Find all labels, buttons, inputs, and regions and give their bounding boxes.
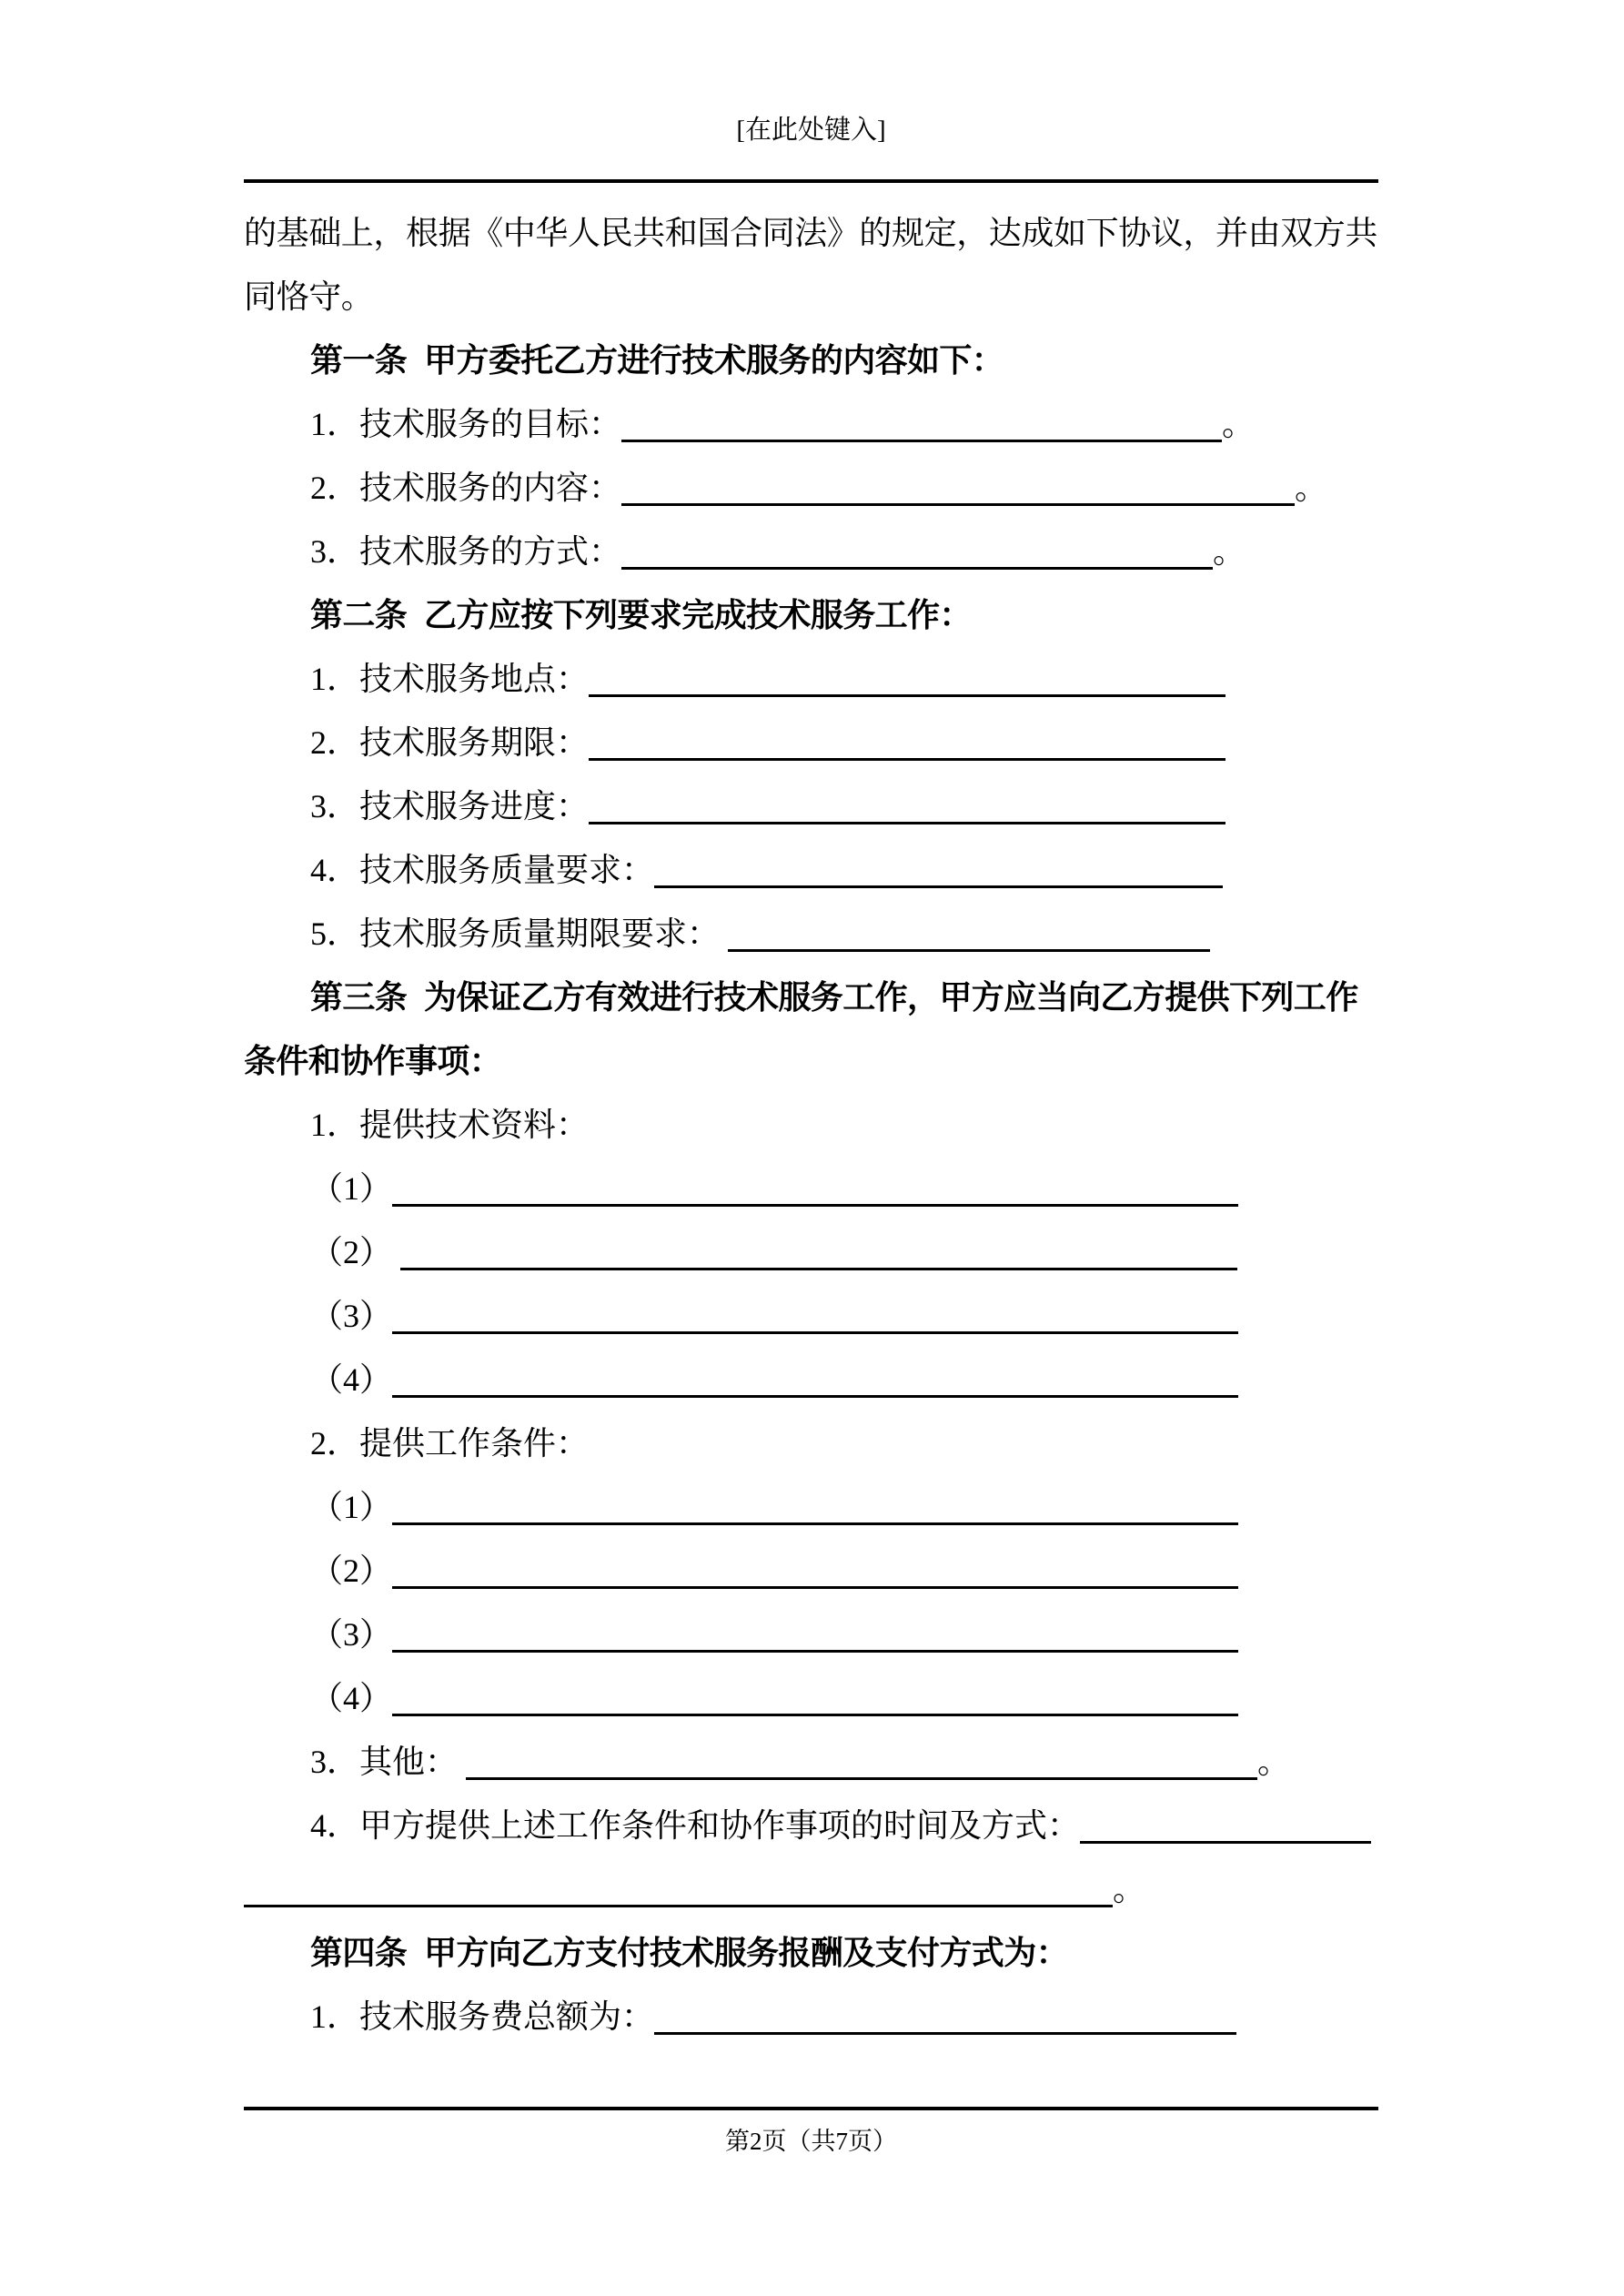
blank-underline[interactable]	[621, 503, 1295, 506]
document-body	[244, 201, 1395, 2048]
item-label: 1．提供技术资料：	[310, 1107, 590, 1143]
field-suffix: 。	[1113, 1871, 1146, 1907]
blank-underline[interactable]	[1080, 1841, 1371, 1844]
field-label: （1）	[310, 1489, 393, 1525]
field-suffix: 。	[1222, 406, 1256, 442]
footer-rule	[244, 2107, 1378, 2110]
field-label: 5．技术服务质量期限要求：	[310, 915, 729, 952]
blank-underline[interactable]	[466, 1777, 1257, 1780]
field-label: （3）	[310, 1616, 393, 1653]
field-label: （2）	[310, 1234, 401, 1270]
blank-underline[interactable]	[392, 1395, 1238, 1398]
field-suffix: 。	[1295, 470, 1328, 506]
field-label: （3）	[310, 1298, 393, 1334]
field-label: 1．技术服务的目标：	[310, 406, 622, 442]
heading-text: 第一条 甲方委托乙方进行技术服务的内容如下：	[310, 341, 1004, 379]
fill-in-line-other	[244, 1730, 1395, 1794]
blank-underline[interactable]	[654, 2032, 1236, 2035]
paragraph-text: 的基础上，根据《中华人民共和国合同法》的规定，达成如下协议，并由双方共	[244, 215, 1378, 251]
blank-underline[interactable]	[400, 1268, 1237, 1270]
heading-text: 第四条 甲方向乙方支付技术服务报酬及支付方式为：	[310, 1934, 1069, 1971]
clause-3-heading	[244, 966, 1395, 1029]
page-number: 第2页（共7页）	[725, 2128, 897, 2155]
fill-in-line-total-service-fee	[244, 1985, 1395, 2048]
fill-in-line-service-goal	[244, 392, 1395, 456]
fill-in-line-condition-4	[244, 1666, 1395, 1730]
item-label: 2．提供工作条件：	[310, 1425, 590, 1462]
blank-underline[interactable]	[621, 440, 1222, 442]
blank-underline[interactable]	[392, 1204, 1238, 1207]
field-label: 2．技术服务的内容：	[310, 470, 622, 506]
intro-paragraph-line	[244, 265, 1395, 329]
blank-underline[interactable]	[654, 885, 1223, 888]
fill-in-line-material-4	[244, 1348, 1395, 1411]
fill-in-line-service-method	[244, 520, 1395, 583]
heading-text: 第二条 乙方应按下列要求完成技术服务工作：	[310, 596, 972, 633]
field-label: （4）	[310, 1680, 393, 1716]
blank-underline[interactable]	[392, 1331, 1238, 1334]
field-label: 3．技术服务进度：	[310, 788, 590, 824]
fill-in-line-service-location	[244, 647, 1395, 711]
blank-underline[interactable]	[728, 949, 1210, 952]
intro-paragraph-line	[244, 201, 1395, 265]
fill-in-line-service-content	[244, 456, 1395, 520]
clause-3-heading-continuation	[244, 1029, 1395, 1093]
fill-in-line-quality-requirement	[244, 838, 1395, 902]
blank-underline[interactable]	[392, 1650, 1238, 1653]
field-label: 3．其他：	[310, 1744, 467, 1780]
field-suffix: 。	[1213, 533, 1246, 570]
fill-in-line-material-2	[244, 1220, 1395, 1284]
blank-underline[interactable]	[589, 822, 1226, 824]
field-label: 4．甲方提供上述工作条件和协作事项的时间及方式：	[310, 1807, 1081, 1844]
fill-in-line-service-term	[244, 711, 1395, 774]
fill-in-line-quality-term-requirement	[244, 902, 1395, 966]
fill-in-line-condition-2	[244, 1539, 1395, 1603]
heading-text: 第三条 为保证乙方有效进行技术服务工作，甲方应当向乙方提供下列工作	[310, 978, 1358, 1016]
field-suffix: 。	[1257, 1744, 1291, 1780]
fill-in-line-time-and-method	[244, 1794, 1395, 1857]
header-placeholder[interactable]: [在此处键入]	[736, 116, 886, 145]
field-label: 1．技术服务费总额为：	[310, 1998, 655, 2035]
fill-in-line-continuation	[244, 1857, 1395, 1921]
clause-4-heading	[244, 1921, 1395, 1985]
field-label: 2．技术服务期限：	[310, 724, 590, 761]
blank-underline[interactable]	[589, 694, 1226, 697]
item-provide-technical-materials	[244, 1093, 1395, 1157]
field-label: （2）	[310, 1553, 393, 1589]
fill-in-line-condition-3	[244, 1603, 1395, 1666]
header-rule	[244, 179, 1378, 183]
blank-underline[interactable]	[392, 1586, 1238, 1589]
blank-underline[interactable]	[621, 567, 1213, 570]
field-label: 4．技术服务质量要求：	[310, 852, 655, 888]
blank-underline[interactable]	[392, 1522, 1238, 1525]
blank-underline[interactable]	[589, 758, 1226, 761]
item-provide-working-conditions	[244, 1411, 1395, 1475]
field-label: （1）	[310, 1170, 393, 1207]
blank-underline[interactable]	[392, 1714, 1238, 1716]
fill-in-line-material-1	[244, 1157, 1395, 1220]
field-label: 3．技术服务的方式：	[310, 533, 622, 570]
clause-1-heading	[244, 329, 1395, 392]
field-label: （4）	[310, 1361, 393, 1398]
paragraph-text: 同恪守。	[244, 278, 374, 315]
blank-underline[interactable]	[244, 1905, 1113, 1907]
fill-in-line-material-3	[244, 1284, 1395, 1348]
fill-in-line-condition-1	[244, 1475, 1395, 1539]
clause-2-heading	[244, 583, 1395, 647]
field-label: 1．技术服务地点：	[310, 661, 590, 697]
heading-text: 条件和协作事项：	[244, 1042, 502, 1079]
fill-in-line-service-progress	[244, 774, 1395, 838]
